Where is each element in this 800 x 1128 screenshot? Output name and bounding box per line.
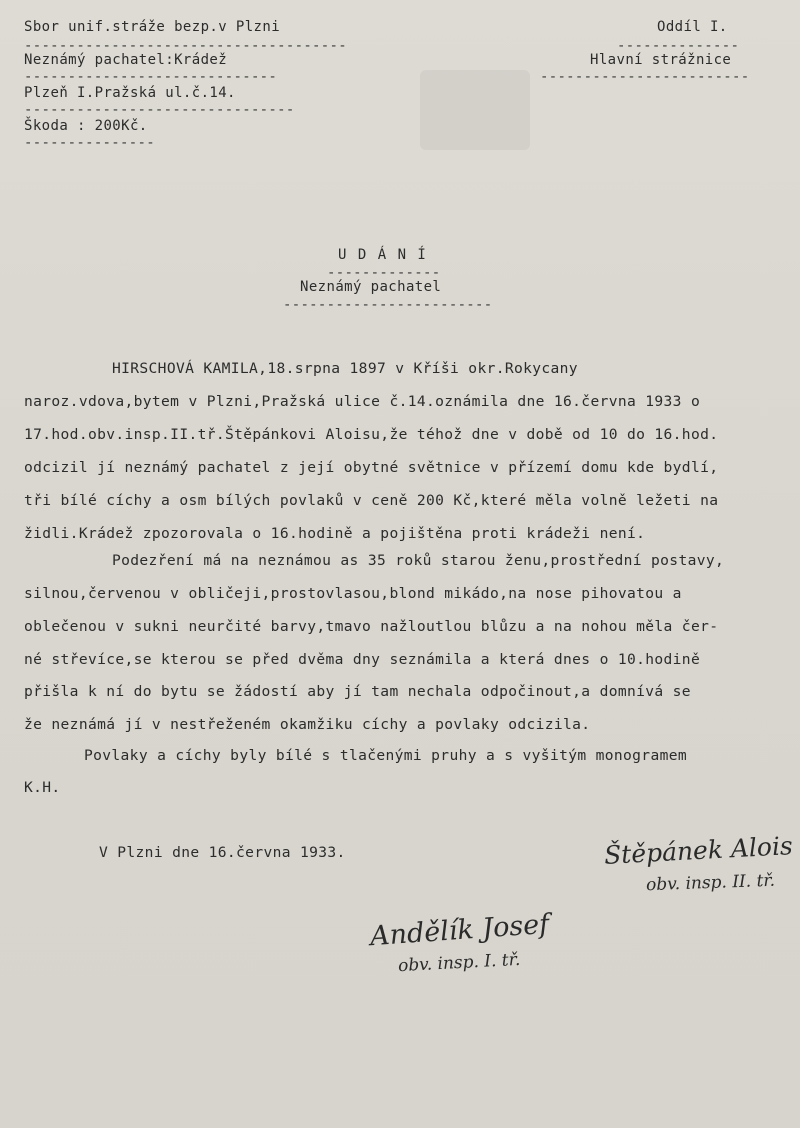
- paragraph1-line: naroz.vdova,bytem v Plzni,Pražská ulice č.14.oznámila dne 16.června 1933 o: [24, 393, 701, 410]
- header-divider: --------------: [617, 38, 740, 54]
- paragraph2-line: že neznámá jí v nestřeženém okamžiku cíchy a povlaky odcizila.: [24, 716, 591, 733]
- signature-rank: obv. insp. II. tř.: [645, 870, 776, 896]
- signature-rank: obv. insp. I. tř.: [397, 949, 521, 977]
- faint-stamp-mark: [420, 70, 530, 150]
- paragraph1-line: židli.Krádež zpozorovala o 16.hodině a pojištěna proti krádeži není.: [24, 525, 646, 542]
- header-divider: -----------------------------: [24, 69, 278, 85]
- header-divider: -------------------------------: [24, 102, 295, 118]
- header-station: Hlavní strážnice: [590, 52, 732, 68]
- paragraph2-line: né střevíce,se kterou se před dvěma dny seznámila a která dnes o 10.hodině: [24, 651, 701, 668]
- header-divider: ---------------: [24, 135, 155, 151]
- signature-stepanek-rank: [646, 871, 776, 895]
- signature-andelik-rank: [398, 950, 521, 976]
- title-divider: ------------------------: [283, 297, 493, 313]
- signature-name: Andělík Josef: [369, 908, 551, 953]
- paragraph1-line: odcizil jí neznámý pachatel z její obytné světnice v přízemí domu kde bydlí,: [24, 459, 719, 476]
- paragraph1-line: 17.hod.obv.insp.II.tř.Štěpánkovi Aloisu,že téhož dne v době od 10 do 16.hod.: [24, 426, 719, 443]
- paragraph1-line: tři bílé cíchy a osm bílých povlaků v ceně 200 Kč,které měla volně ležeti na: [24, 492, 719, 509]
- paragraph2-line: Podezření má na neznámou as 35 roků starou ženu,prostřední postavy,: [112, 552, 725, 569]
- document-subtitle: Neznámý pachatel: [300, 279, 442, 295]
- header-divider: ------------------------: [540, 69, 750, 85]
- paragraph2-line: oblečenou v sukni neurčité barvy,tmavo nažloutlou blůzu a na nohou měla čer-: [24, 618, 719, 635]
- header-divider: -------------------------------------: [24, 38, 347, 54]
- document-title: U D Á N Í: [338, 247, 428, 263]
- header-unit: Sbor unif.stráže bezp.v Plzni: [24, 19, 281, 35]
- paragraph2-line: přišla k ní do bytu se žádostí aby jí tam nechala odpočinout,a domnívá se: [24, 683, 691, 700]
- place-date: V Plzni dne 16.června 1933.: [99, 844, 346, 861]
- paragraph3-line: Povlaky a cíchy byly bílé s tlačenými pruhy a s vyšitým monogramem: [84, 747, 687, 764]
- header-address: Plzeň I.Pražská ul.č.14.: [24, 85, 236, 101]
- signature-stepanek: [603, 831, 793, 870]
- paragraph2-line: silnou,červenou v obličeji,prostovlasou,blond mikádo,na nose pihovatou a: [24, 585, 682, 602]
- title-divider: -------------: [327, 265, 441, 281]
- signature-andelik: [369, 909, 550, 952]
- paragraph1-line: HIRSCHOVÁ KAMILA,18.srpna 1897 v Kříši okr.Rokycany: [112, 360, 578, 377]
- paragraph3-line: K.H.: [24, 779, 61, 796]
- header-case: Neznámý pachatel:Krádež: [24, 52, 228, 68]
- header-department: Oddíl I.: [657, 19, 728, 35]
- signature-name: Štěpánek Alois: [603, 831, 794, 870]
- header-damage: Škoda : 200Kč.: [24, 118, 148, 134]
